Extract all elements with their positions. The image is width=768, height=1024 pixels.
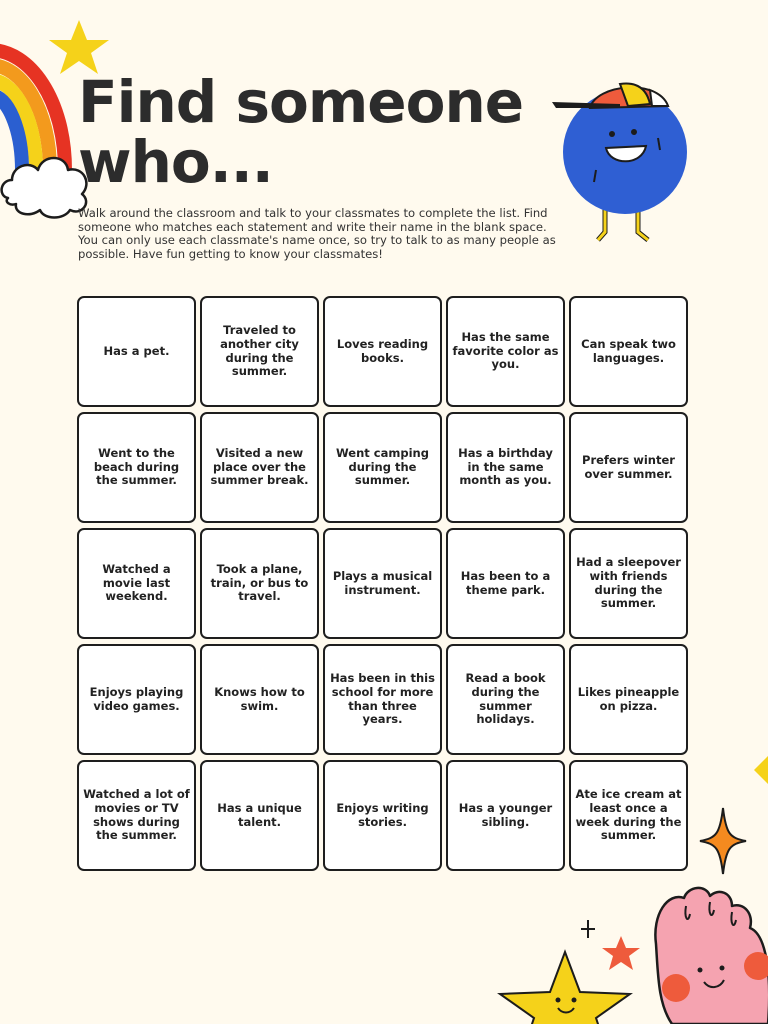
grid-cell[interactable]: Has a birthday in the same month as you. [446, 412, 565, 523]
grid-cell[interactable]: Likes pineapple on pizza. [569, 644, 688, 755]
grid-cell[interactable]: Loves reading books. [323, 296, 442, 407]
ball-character-icon [550, 70, 695, 250]
grid-cell[interactable]: Went camping during the summer. [323, 412, 442, 523]
grid-cell[interactable]: Enjoys playing video games. [77, 644, 196, 755]
bingo-grid [77, 296, 688, 871]
grid-cell[interactable]: Has a younger sibling. [446, 760, 565, 871]
grid-cell[interactable]: Visited a new place over the summer break. [200, 412, 319, 523]
grid-cell[interactable]: Has a pet. [77, 296, 196, 407]
page-title: Find someone who... [78, 68, 524, 196]
grid-cell[interactable]: Traveled to another city during the summer. [200, 296, 319, 407]
grid-cell[interactable]: Read a book during the summer holidays. [446, 644, 565, 755]
grid-cell[interactable]: Has been in this school for more than three years. [323, 644, 442, 755]
grid-cell[interactable]: Watched a movie last weekend. [77, 528, 196, 639]
star-character-icon [496, 948, 634, 1024]
sparkle-icon [698, 806, 748, 876]
grid-cell[interactable]: Went to the beach during the summer. [77, 412, 196, 523]
instructions-text: Walk around the classroom and talk to your classmates to complete the list. Find someone who matches each statement and write their name in the blank space. You can only use each classmate's name once, so try to talk to as many people as possible. Have fun getting to know your classmates! [78, 206, 556, 261]
grid-cell[interactable]: Knows how to swim. [200, 644, 319, 755]
plus-sparkle-icon [578, 918, 598, 940]
grid-cell[interactable]: Can speak two languages. [569, 296, 688, 407]
grid-cell[interactable]: Has been to a theme park. [446, 528, 565, 639]
grid-cell[interactable]: Prefers winter over summer. [569, 412, 688, 523]
grid-cell[interactable]: Has the same favorite color as you. [446, 296, 565, 407]
grid-cell[interactable]: Took a plane, train, or bus to travel. [200, 528, 319, 639]
grid-cell[interactable]: Plays a musical instrument. [323, 528, 442, 639]
grid-cell[interactable]: Had a sleepover with friends during the summer. [569, 528, 688, 639]
grid-cell[interactable]: Ate ice cream at least once a week during the summer. [569, 760, 688, 871]
hand-character-icon [648, 884, 768, 1024]
star-icon [740, 752, 768, 788]
grid-cell[interactable]: Enjoys writing stories. [323, 760, 442, 871]
grid-cell[interactable]: Watched a lot of movies or TV shows during the summer. [77, 760, 196, 871]
grid-cell[interactable]: Has a unique talent. [200, 760, 319, 871]
